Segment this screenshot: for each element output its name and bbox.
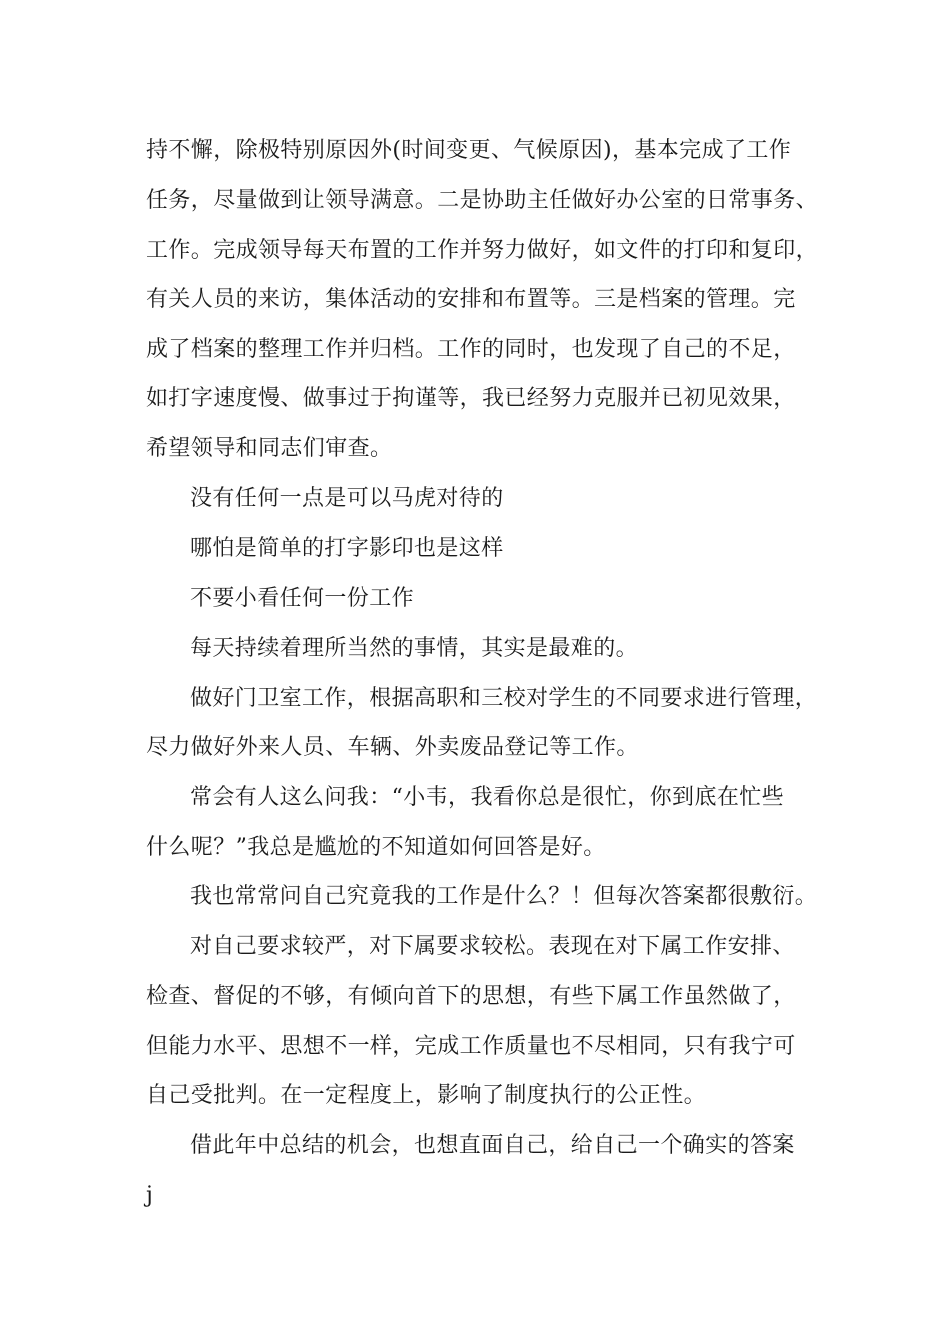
text-line: 检查、督促的不够，有倾向首下的思想，有些下属工作虽然做了， — [146, 984, 796, 1009]
text-line: 没有任何一点是可以马虎对待的 — [190, 486, 504, 511]
text-line: 借此年中总结的机会，也想直面自己，给自己一个确实的答案 — [190, 1133, 795, 1158]
text-line: 什么呢？”我总是尴尬的不知道如何回答是好。 — [146, 835, 606, 860]
text-line: 做好门卫室工作，根据高职和三校对学生的不同要求进行管理， — [190, 686, 818, 711]
text-line: 不要小看任何一份工作 — [190, 586, 415, 611]
text-line: 常会有人这么问我：“小韦，我看你总是很忙，你到底在忙些 — [190, 785, 785, 810]
text-line: 任务，尽量做到让领导满意。二是协助主任做好办公室的日常事务、 — [146, 188, 819, 213]
text-line: 对自己要求较严，对下属要求较松。表现在对下属工作安排、 — [190, 934, 795, 959]
text-line: 有关人员的来访，集体活动的安排和布置等。三是档案的管理。完 — [146, 287, 796, 312]
text-line: 每天持续着理所当然的事情，其实是最难的。 — [190, 636, 639, 661]
text-line: 持不懈，除极特别原因外(时间变更、气候原因)，基本完成了工作 — [146, 138, 792, 163]
text-line: j — [146, 1183, 154, 1208]
text-line: 尽力做好外来人员、车辆、外卖废品登记等工作。 — [146, 735, 639, 760]
text-line: 哪怕是简单的打字影印也是这样 — [190, 536, 504, 561]
text-line: 成了档案的整理工作并归档。工作的同时，也发现了自己的不足， — [146, 337, 796, 362]
text-line: 我也常常问自己究竟我的工作是什么？！但每次答案都很敷衍。 — [190, 884, 818, 909]
text-line: 但能力水平、思想不一样，完成工作质量也不尽相同，只有我宁可 — [146, 1034, 796, 1059]
text-line: 如打字速度慢、做事过于拘谨等，我已经努力克服并已初见效果， — [146, 386, 796, 411]
text-line: 希望领导和同志们审查。 — [146, 436, 393, 461]
text-line: 工作。完成领导每天布置的工作并努力做好，如文件的打印和复印， — [146, 238, 819, 263]
text-line: 自己受批判。在一定程度上，影响了制度执行的公正性。 — [146, 1083, 707, 1108]
